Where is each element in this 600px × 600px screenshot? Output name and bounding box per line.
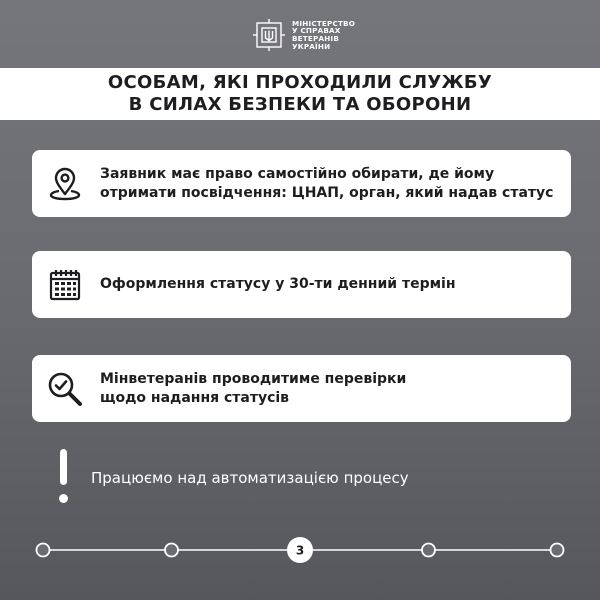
- ministry-name-line: ВЕТЕРАНІВ: [292, 34, 339, 43]
- page-title-line: В СИЛАХ БЕЗПЕКИ ТА ОБОРОНИ: [128, 94, 472, 115]
- ministry-emblem-icon: [252, 18, 286, 52]
- info-card-line: Мінветеранів проводитиме перевірки: [100, 370, 407, 387]
- info-card-line: Оформлення статусу у 30-ти денний термін: [100, 276, 456, 292]
- magnifier-check-icon: [46, 370, 84, 408]
- step-progress-track: [34, 532, 566, 568]
- info-card-text: [100, 370, 406, 408]
- step-marker-label: 3: [295, 543, 305, 558]
- info-card-location: [32, 150, 571, 217]
- calendar-icon: [46, 266, 84, 304]
- step-marker: [422, 544, 435, 557]
- info-card-text: [100, 165, 553, 203]
- step-marker: [37, 544, 50, 557]
- info-card-deadline: [32, 251, 571, 318]
- info-card-line: Заявник має право самостійно обирати, де йому: [100, 165, 495, 182]
- location-pin-icon: [46, 165, 84, 203]
- info-card-line: отримати посвідчення: ЦНАП, орган, який надав статус: [100, 184, 554, 201]
- ministry-name-line: УКРАЇНИ: [292, 41, 331, 51]
- notice-text: Працюємо над автоматизацією процесу: [91, 469, 409, 487]
- ministry-logo: [252, 12, 362, 58]
- step-marker: [165, 544, 178, 557]
- ministry-name-line: МІНІСТЕРСТВО: [292, 18, 356, 28]
- step-marker: [551, 544, 564, 557]
- ministry-name: [292, 20, 355, 50]
- page-title-line: ОСОБАМ, ЯКІ ПРОХОДИЛИ СЛУЖБУ: [107, 72, 493, 93]
- page-title: [108, 72, 492, 116]
- ministry-name-line: У СПРАВАХ: [292, 26, 341, 36]
- notice: [57, 448, 477, 508]
- info-card-verification: [32, 355, 571, 422]
- step-progress: [34, 532, 566, 568]
- exclamation-icon: [57, 449, 71, 507]
- info-card-line: щодо надання статусів: [100, 389, 290, 406]
- title-band: [0, 68, 600, 120]
- info-card-text: [100, 275, 456, 294]
